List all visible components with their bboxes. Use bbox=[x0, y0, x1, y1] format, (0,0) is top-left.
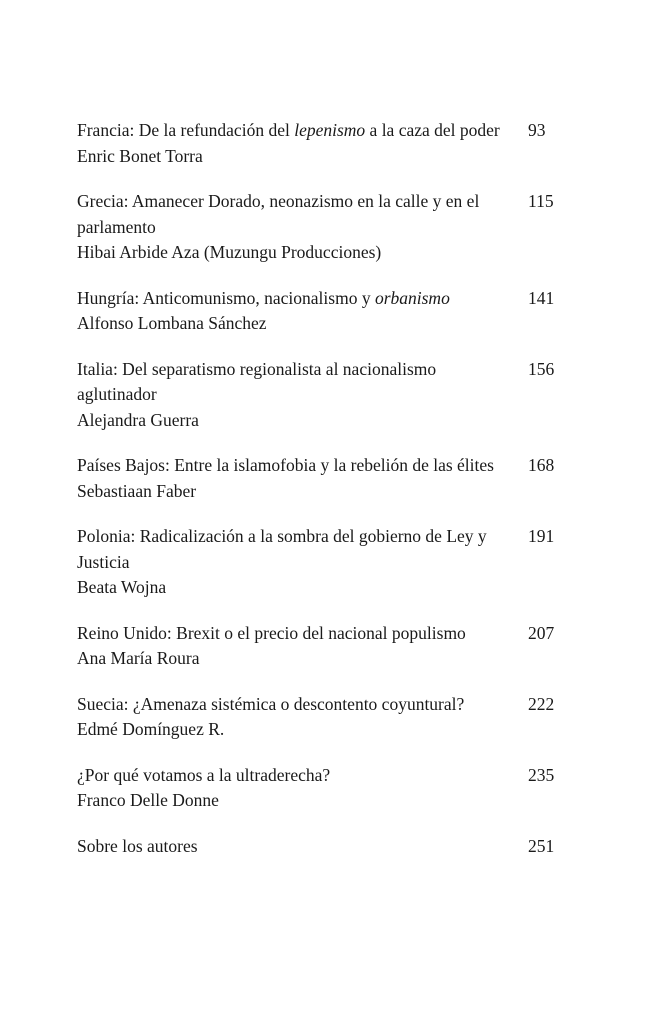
chapter-author: Hibai Arbide Aza (Muzungu Producciones) bbox=[77, 242, 382, 262]
toc-entry-por-que-votamos[interactable] bbox=[77, 763, 567, 814]
chapter-title: Reino Unido: Brexit o el precio del nacional populismo bbox=[77, 622, 466, 643]
chapter-title: Polonia: Radicalización a la sombra del gobierno de Ley y Justicia bbox=[77, 526, 487, 572]
toc-entry-grecia[interactable] bbox=[77, 189, 567, 266]
toc-entry-suecia[interactable] bbox=[77, 692, 567, 743]
page-number: 251 bbox=[528, 835, 555, 856]
chapter-author: Enric Bonet Torra bbox=[77, 145, 203, 166]
page-number: 93 bbox=[528, 120, 546, 140]
table-of-contents bbox=[77, 118, 567, 879]
page-number: 191 bbox=[528, 526, 555, 546]
toc-entry-hungria[interactable] bbox=[77, 286, 567, 337]
chapter-author: Alejandra Guerra bbox=[77, 409, 199, 430]
toc-entry-paises-bajos[interactable] bbox=[77, 453, 567, 504]
chapter-author: Ana María Roura bbox=[77, 648, 200, 668]
page-number: 141 bbox=[528, 287, 555, 308]
chapter-title: Grecia: Amanecer Dorado, neonazismo en la calle y en el parlamento bbox=[77, 191, 480, 237]
page-number: 222 bbox=[528, 693, 555, 714]
chapter-title: Sobre los autores bbox=[77, 835, 198, 856]
chapter-author: Franco Delle Donne bbox=[77, 790, 219, 810]
chapter-title: Países Bajos: Entre la islamofobia y la rebelión de las élites bbox=[77, 455, 494, 475]
chapter-title: Italia: Del separatismo regionalista al nacionalismo aglutinador bbox=[77, 358, 437, 404]
chapter-title: Francia: De la refundación del lepenismo a la caza del poder bbox=[77, 120, 500, 140]
chapter-author: Sebastiaan Faber bbox=[77, 480, 197, 501]
page-number: 115 bbox=[528, 191, 554, 211]
chapter-author: Beata Wojna bbox=[77, 577, 167, 597]
chapter-author: Alfonso Lombana Sánchez bbox=[77, 313, 267, 333]
page-number: 207 bbox=[528, 622, 555, 643]
page-number: 235 bbox=[528, 764, 555, 785]
chapter-title: ¿Por qué votamos a la ultraderecha? bbox=[77, 764, 331, 785]
chapter-title: Hungría: Anticomunismo, nacionalismo y orbanismo bbox=[77, 287, 450, 308]
toc-entry-italia[interactable] bbox=[77, 357, 567, 434]
chapter-author: Edmé Domínguez R. bbox=[77, 719, 225, 739]
toc-entry-sobre-los-autores[interactable] bbox=[77, 834, 567, 860]
toc-entry-reino-unido[interactable] bbox=[77, 621, 567, 672]
page-number: 168 bbox=[528, 455, 555, 475]
toc-entry-polonia[interactable] bbox=[77, 524, 567, 601]
chapter-title: Suecia: ¿Amenaza sistémica o descontento coyuntural? bbox=[77, 693, 465, 714]
toc-entry-francia[interactable] bbox=[77, 118, 567, 169]
page-number: 156 bbox=[528, 358, 555, 379]
